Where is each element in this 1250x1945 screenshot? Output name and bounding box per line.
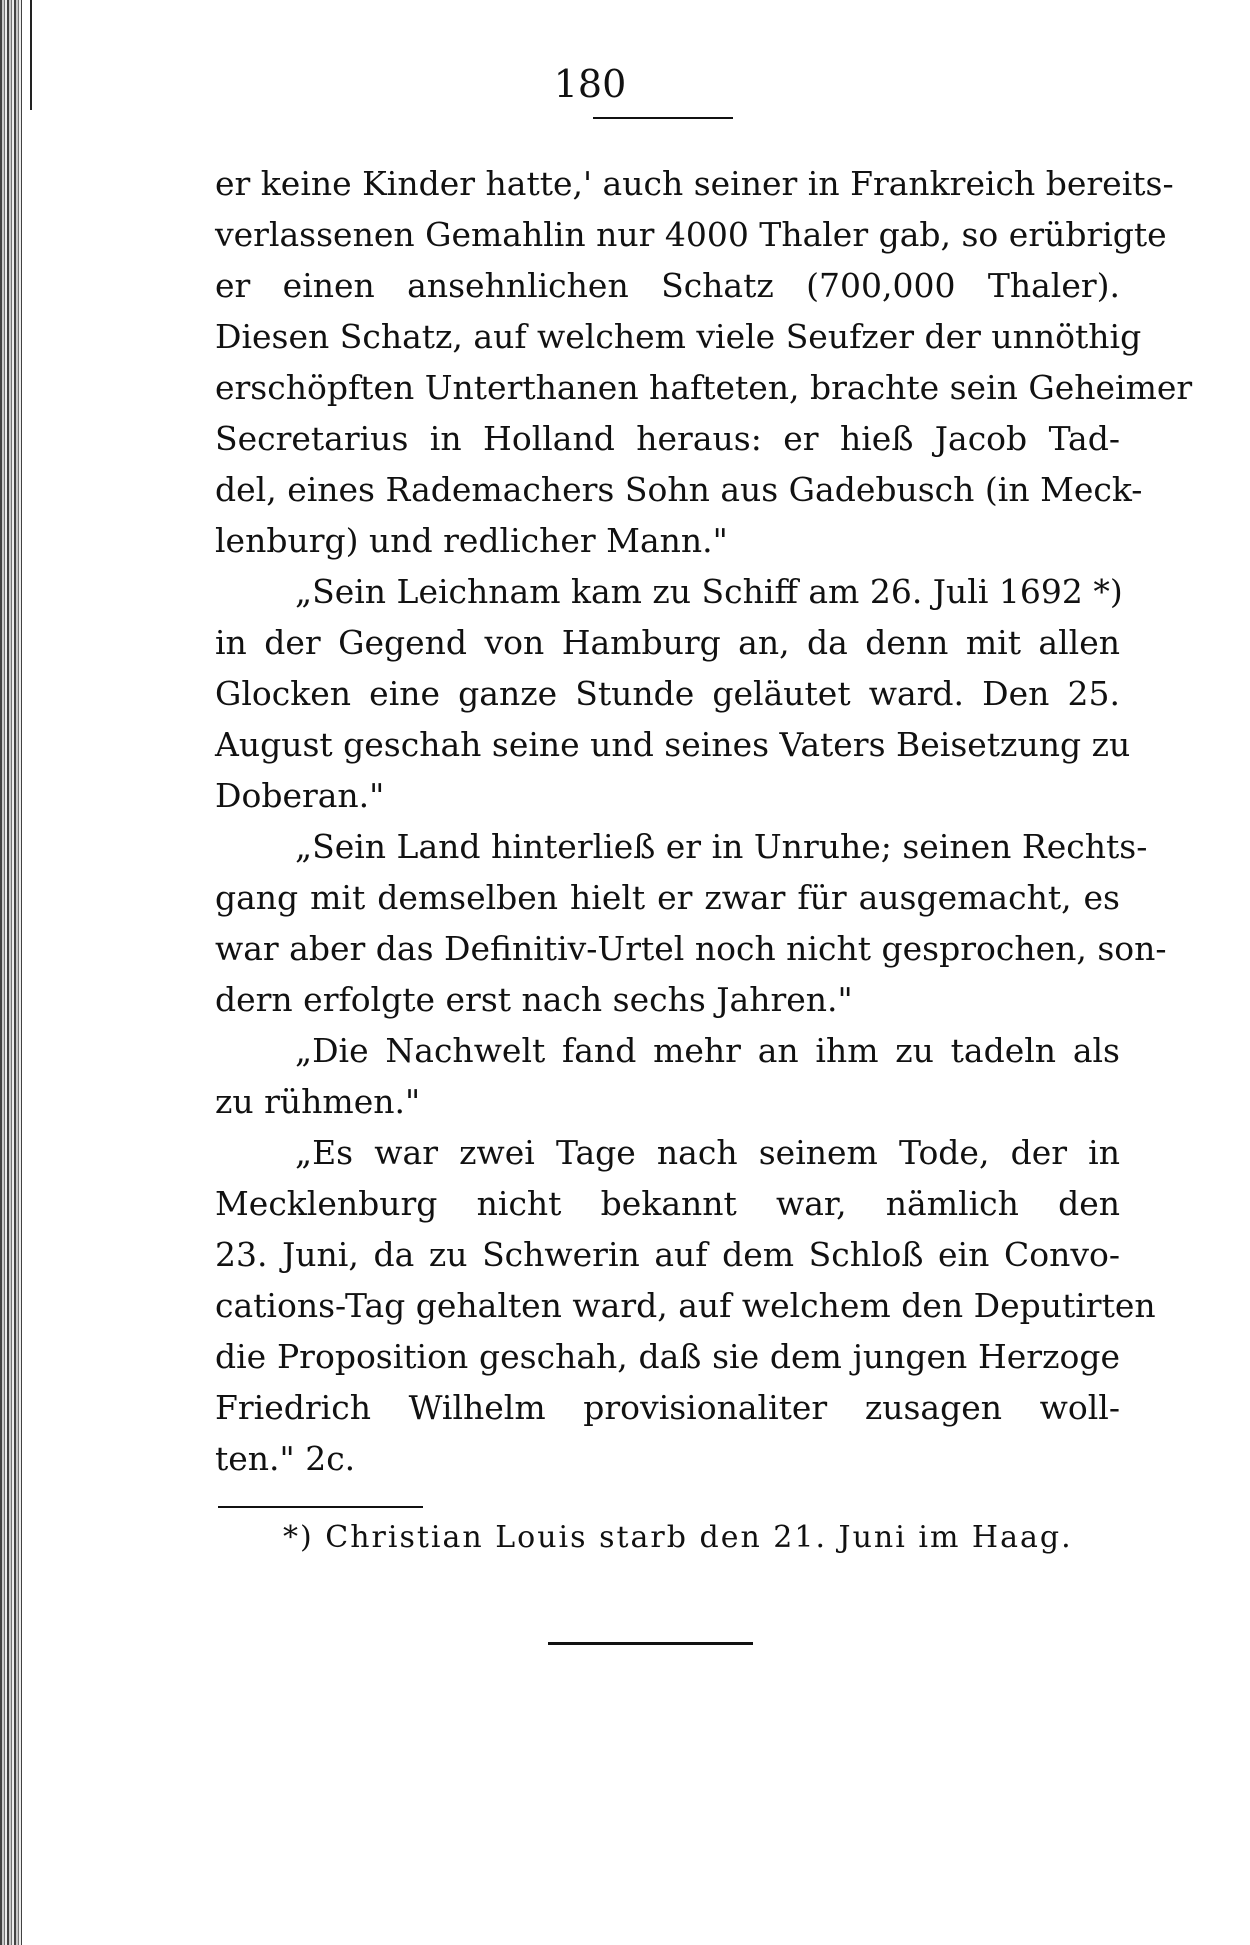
text-line: cations-Tag gehalten ward, auf welchem den Deputirten (215, 1286, 1156, 1325)
text-line: „Es war zwei Tage nach seinem Tode, der in (295, 1133, 1120, 1172)
page-edge-mark (30, 0, 32, 110)
text-line: del, eines Rademachers Sohn aus Gadebusch (in Meck- (215, 470, 1143, 509)
text-line: in der Gegend von Hamburg an, da denn mit allen (215, 623, 1120, 662)
text-line: erschöpften Unterthanen hafteten, brachte sein Geheimer (215, 368, 1193, 407)
text-line: Mecklenburg nicht bekannt war, nämlich den (215, 1184, 1120, 1223)
text-line: lenburg) und redlicher Mann." (215, 521, 728, 560)
text-line: die Proposition geschah, daß sie dem jungen Herzoge (215, 1337, 1120, 1376)
text-line: „Sein Leichnam kam zu Schiff am 26. Juli 1692 *) (295, 572, 1123, 611)
text-line: August geschah seine und seines Vaters Beisetzung zu (215, 725, 1131, 764)
page-number: 180 (553, 62, 627, 106)
text-line: „Die Nachwelt fand mehr an ihm zu tadeln als (295, 1031, 1120, 1070)
header-rule (593, 117, 733, 119)
footnote: *) Christian Louis starb den 21. Juni im Haag. (283, 1520, 1073, 1555)
text-line: Glocken eine ganze Stunde geläutet ward. Den 25. (215, 674, 1120, 713)
scanned-page-edge (0, 0, 22, 1945)
text-line: Doberan." (215, 776, 385, 815)
text-line: Diesen Schatz, auf welchem viele Seufzer der unnöthig (215, 317, 1142, 356)
text-line: verlassenen Gemahlin nur 4000 Thaler gab, so erübrigte (215, 215, 1167, 254)
text-line: er einen ansehnlichen Schatz (700,000 Thaler). (215, 266, 1120, 305)
text-line: dern erfolgte erst nach sechs Jahren." (215, 980, 853, 1019)
text-line: ten." 2c. (215, 1439, 356, 1478)
footnote-rule (218, 1506, 423, 1508)
text-line: gang mit demselben hielt er zwar für ausgemacht, es (215, 878, 1120, 917)
text-line: 23. Juni, da zu Schwerin auf dem Schloß ein Convo- (215, 1235, 1120, 1274)
text-line: zu rühmen." (215, 1082, 421, 1121)
text-line: er keine Kinder hatte,' auch seiner in Frankreich bereits- (215, 164, 1174, 203)
text-line: Secretarius in Holland heraus: er hieß Jacob Tad- (215, 419, 1120, 458)
end-rule (548, 1642, 753, 1645)
text-line: „Sein Land hinterließ er in Unruhe; seinen Rechts- (295, 827, 1148, 866)
text-line: war aber das Definitiv-Urtel noch nicht gesprochen, son- (215, 929, 1167, 968)
text-line: Friedrich Wilhelm provisionaliter zusagen woll- (215, 1388, 1120, 1427)
body-text (215, 158, 1193, 1484)
